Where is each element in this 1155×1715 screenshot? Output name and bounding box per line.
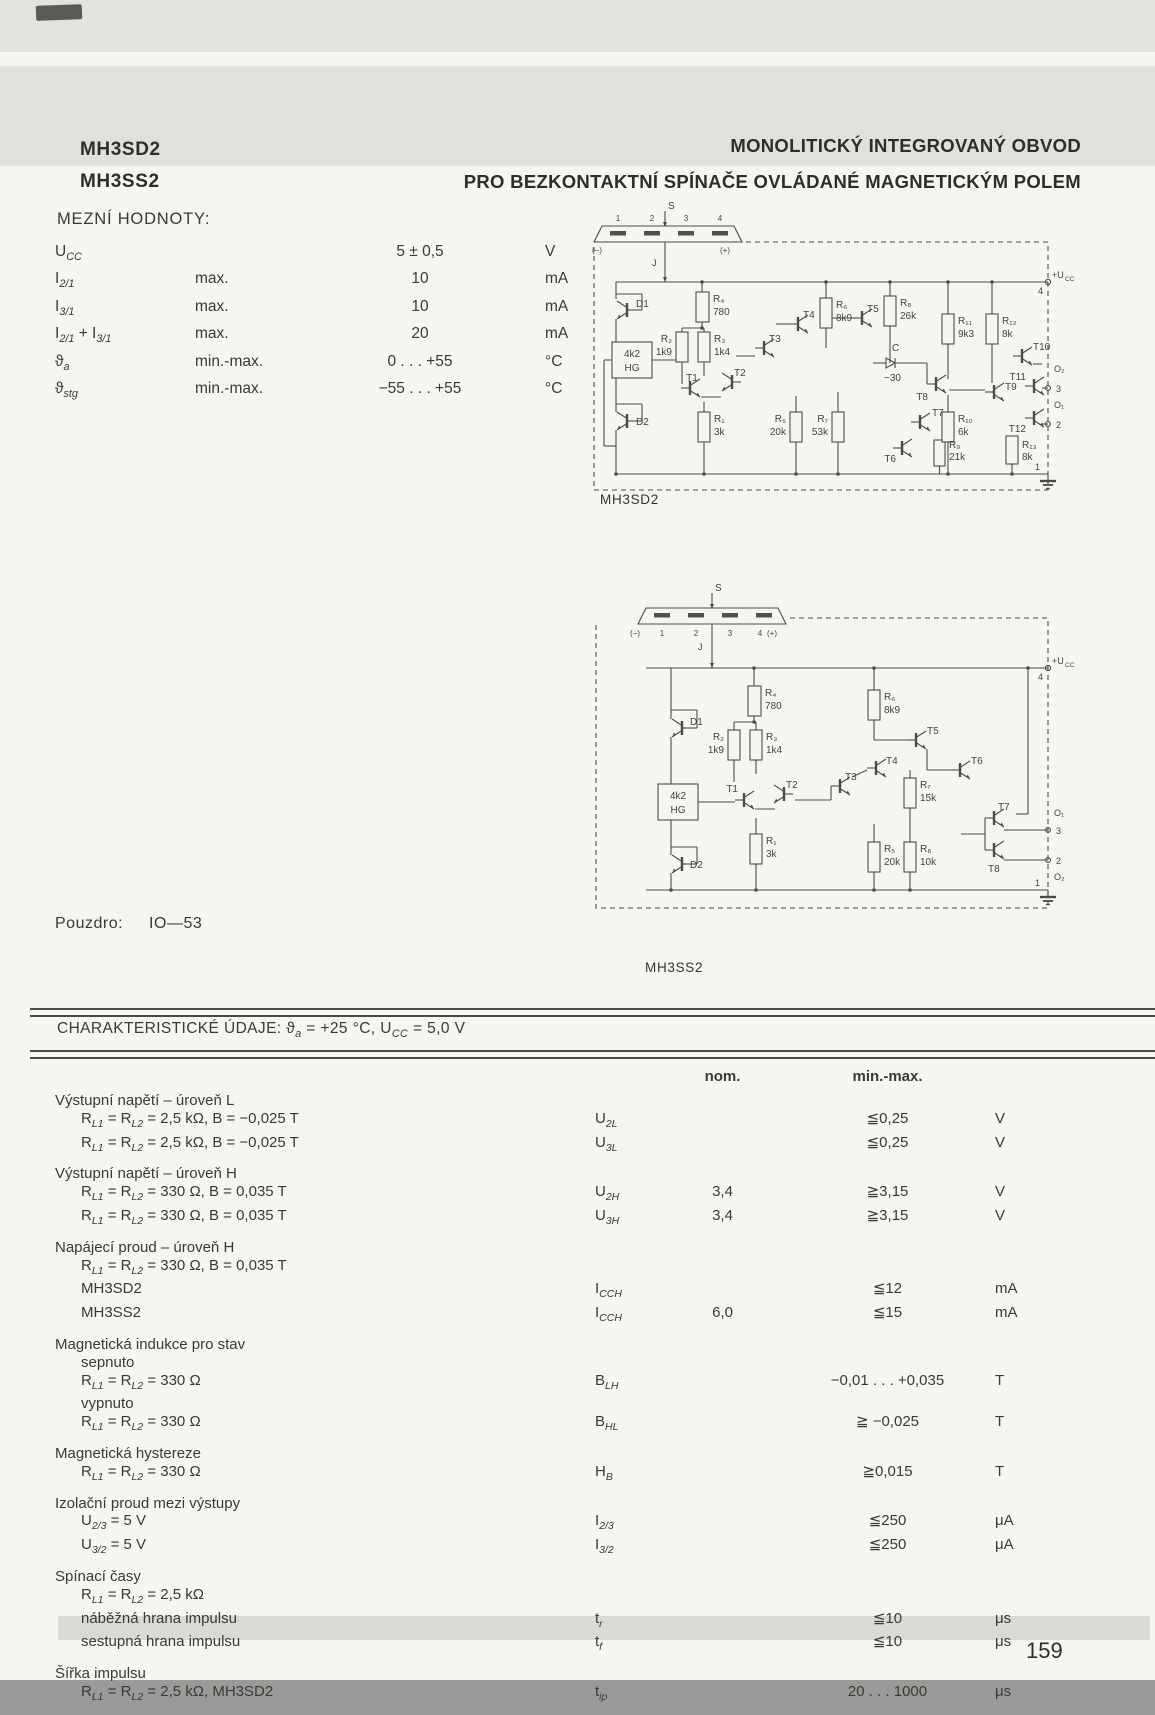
- resistor-label: R₈: [920, 844, 932, 855]
- package-value: IO—53: [149, 915, 203, 932]
- transistor-label: T1: [686, 373, 698, 384]
- characteristics-table: [55, 1092, 1055, 1715]
- char-row: [55, 1207, 1055, 1231]
- char-minmax: ≧ −0,025: [855, 1413, 920, 1431]
- resistor-value: 8k: [1022, 452, 1033, 463]
- hall-generator-label: 4k2: [669, 791, 687, 802]
- vcc-sub-label: CC: [1065, 662, 1075, 669]
- limit-symbol: $ϑ_{stg}$: [55, 379, 78, 401]
- char-symbol: $U_{2H}$: [595, 1183, 620, 1204]
- char-symbol: $B_{HL}$: [595, 1413, 619, 1434]
- transistor-label: T4: [803, 310, 815, 321]
- page-title: [464, 128, 1081, 200]
- transistor-label: T2: [734, 368, 746, 379]
- column-header-nom: nom.: [704, 1068, 741, 1085]
- resistor-value: 8k: [1002, 329, 1013, 340]
- resistor-r6: [820, 298, 832, 328]
- limit-symbol: $I_{2/1} + I_{3/1}$: [55, 325, 112, 346]
- char-unit: T: [995, 1413, 1005, 1431]
- table-rule-top: [30, 1008, 1155, 1017]
- transistor-t7-symbol: [911, 413, 930, 431]
- resistor-r9: [934, 440, 945, 466]
- transistor-d2-symbol: [617, 412, 636, 430]
- resistor-label: R₂: [712, 732, 724, 743]
- char-condition: $R_{L1} = R_{L2} = 330$ Ω, B = 0,035 T: [81, 1206, 287, 1227]
- transistor-label: T8: [988, 864, 1000, 875]
- char-condition: $R_{L1} = R_{L2} = 330$ Ω: [81, 1413, 201, 1434]
- char-row: [55, 1536, 1055, 1560]
- figure-caption: MH3SS2: [645, 960, 704, 975]
- char-unit: mA: [995, 1280, 1018, 1298]
- transistor-label: D2: [636, 417, 649, 428]
- transistor-d1-symbol: [617, 301, 636, 319]
- char-unit: μs: [995, 1633, 1012, 1651]
- resistor-r4: [696, 292, 709, 322]
- limits-section-title: MEZNÍ HODNOTY:: [57, 210, 211, 228]
- capac itor-value: ~30: [884, 373, 901, 384]
- output-pin-label: 2: [1056, 856, 1062, 866]
- resistor-label: R₃: [714, 334, 726, 345]
- char-symbol: $I_{CCH}$: [595, 1304, 622, 1325]
- char-row: [55, 1134, 1055, 1158]
- transistor-t10-symbol: [1013, 347, 1032, 365]
- char-condition: náběžná hrana impulsu: [81, 1609, 237, 1627]
- pin-label: 4: [717, 214, 723, 223]
- char-condition: $R_{L1} = R_{L2} = 2,5$ kΩ, B = −0,025 T: [81, 1133, 299, 1154]
- transistor-label: D1: [636, 299, 649, 310]
- resistor-label: R₁: [714, 414, 725, 425]
- pin-label: 3: [683, 214, 689, 223]
- transistor-t9-symbol: [985, 383, 1004, 401]
- resistor-label: R₅: [884, 844, 896, 855]
- transistor-t8-symbol: [985, 841, 1004, 859]
- char-condition: $U_{2/3} = 5$ V: [81, 1512, 147, 1533]
- limit-value: 10: [411, 270, 429, 288]
- vcc-pin-label: 4: [1038, 672, 1044, 682]
- char-nom: 3,4: [712, 1183, 733, 1201]
- resistor-r11: [942, 314, 954, 344]
- plus-label: (+): [767, 629, 777, 638]
- transistor-d2-symbol: [672, 855, 691, 873]
- capacitor-label: C: [892, 343, 900, 354]
- transistor-label: T1: [726, 784, 738, 795]
- limit-unit: °C: [545, 379, 563, 397]
- resistor-r8: [904, 842, 916, 872]
- part-number-1: MH3SD2: [80, 139, 161, 160]
- resistor-r2: [728, 730, 740, 760]
- resistor-value: 10k: [920, 857, 937, 868]
- vcc-pin-label: 4: [1038, 286, 1044, 296]
- char-group-heading: Napájecí proud – úroveň H: [55, 1238, 235, 1256]
- magnet-s-label: S: [715, 583, 722, 594]
- title-line-1: MONOLITICKÝ INTEGROVANÝ OBVOD: [730, 135, 1081, 156]
- resistor-value: 21k: [949, 452, 966, 463]
- char-minmax: ≦10: [872, 1633, 903, 1651]
- characteristics-header-row: [55, 1068, 1055, 1086]
- transistor-label: T5: [927, 726, 939, 737]
- resistor-value: 3k: [766, 849, 777, 860]
- char-minmax: ≦0,25: [866, 1133, 909, 1151]
- char-unit: μs: [995, 1682, 1012, 1700]
- limit-value: 5 ± 0,5: [396, 243, 444, 260]
- transistor-t11-symbol: [1025, 377, 1044, 395]
- limit-row: [55, 298, 595, 325]
- char-row: [55, 1183, 1055, 1207]
- resistor-label: R₁₁: [958, 316, 972, 327]
- schematic-mh3sd2: [586, 196, 1078, 503]
- char-condition: $R_{L1} = R_{L2} = 2,5$ kΩ, B = −0,025 T: [81, 1109, 299, 1130]
- resistor-value: 15k: [920, 793, 937, 804]
- char-minmax: ≦0,25: [866, 1109, 909, 1127]
- limit-row: [55, 353, 595, 380]
- transistor-t8-symbol: [927, 375, 946, 393]
- pin-label: 1: [659, 629, 665, 638]
- char-group: [55, 1665, 1055, 1707]
- limit-condition: max.: [195, 270, 229, 288]
- resistor-label: R₁₂: [1002, 316, 1017, 327]
- char-unit: mA: [995, 1304, 1018, 1322]
- resistor-r4: [748, 686, 761, 716]
- char-group: [55, 1495, 1055, 1560]
- char-row: [55, 1372, 1055, 1396]
- resistor-value: 1k9: [655, 347, 672, 358]
- transistor-label: T8: [916, 392, 928, 403]
- char-condition: $R_{L1} = R_{L2} = 2,5$ kΩ, MH3SD2: [81, 1682, 274, 1703]
- char-row: [55, 1395, 1055, 1413]
- resistor-value: 53k: [811, 427, 828, 438]
- transistor-label: T11: [1009, 372, 1026, 383]
- char-symbol: $U_{3L}$: [595, 1133, 618, 1154]
- resistor-value: 780: [765, 701, 782, 712]
- char-group-heading: Magnetická indukce pro stav: [55, 1335, 246, 1353]
- char-group: [55, 1165, 1055, 1230]
- limit-value: 10: [411, 297, 429, 315]
- char-group: [55, 1445, 1055, 1487]
- resistor-r2: [676, 332, 688, 362]
- vcc-label: +U: [1052, 656, 1064, 666]
- transistor-label: T2: [786, 780, 798, 791]
- char-row: [55, 1633, 1055, 1657]
- resistor-r5: [790, 412, 802, 442]
- char-minmax: ≦250: [868, 1512, 907, 1530]
- vcc-label: +U: [1052, 270, 1064, 280]
- transistor-label: T7: [932, 408, 944, 419]
- char-unit: V: [995, 1133, 1006, 1151]
- char-symbol: $U_{2L}$: [595, 1109, 618, 1130]
- char-symbol: $I_{3/2}$: [595, 1536, 614, 1557]
- char-minmax: ≧0,015: [862, 1462, 913, 1480]
- char-unit: V: [995, 1206, 1006, 1224]
- transistor-t12-symbol: [1025, 409, 1044, 427]
- char-minmax: ≦15: [872, 1304, 903, 1322]
- resistor-r3: [698, 332, 710, 362]
- transistor-label: T6: [971, 756, 983, 767]
- resistor-value: 3k: [714, 427, 725, 438]
- resistor-value: 9k3: [958, 329, 975, 340]
- char-symbol: $t_{ip}$: [595, 1682, 608, 1703]
- transistor-label: T12: [1008, 424, 1026, 435]
- char-row: [55, 1110, 1055, 1134]
- column-header-minmax: min.-max.: [852, 1068, 923, 1085]
- char-group: [55, 1239, 1055, 1328]
- resistor-r13: [1006, 436, 1018, 464]
- limit-symbol: $I_{2/1}$: [55, 270, 75, 291]
- scan-smudge: [36, 4, 82, 21]
- transistor-label: D2: [690, 860, 703, 871]
- pin-label: 4: [757, 629, 763, 638]
- char-row: [55, 1463, 1055, 1487]
- resistor-value: 8k9: [836, 313, 853, 324]
- figure-caption: MH3SD2: [600, 492, 659, 507]
- transistor-label: D1: [690, 717, 703, 728]
- resistor-label: R₇: [920, 780, 931, 791]
- transistor-label: T10: [1033, 342, 1051, 353]
- transistor-d1-symbol: [672, 719, 691, 737]
- resistor-label: R₁₀: [958, 414, 973, 425]
- resistor-value: 26k: [900, 311, 917, 322]
- char-condition: $U_{3/2} = 5$ V: [81, 1536, 147, 1557]
- resistor-r8: [884, 296, 896, 326]
- char-group: [55, 1568, 1055, 1657]
- char-row: [55, 1354, 1055, 1372]
- resistor-label: R₆: [836, 300, 848, 311]
- char-symbol: $t_f$: [595, 1633, 603, 1654]
- transistor-label: T4: [886, 756, 898, 767]
- vcc-sub-label: CC: [1065, 276, 1075, 283]
- hall-generator-label: 4k2: [623, 349, 641, 360]
- resistor-r7: [904, 778, 916, 808]
- char-symbol: $I_{CCH}$: [595, 1280, 622, 1301]
- limit-row: [55, 243, 595, 270]
- char-unit: T: [995, 1462, 1005, 1480]
- resistor-value: 780: [713, 307, 730, 318]
- schematic-mh3sd2-svg: [586, 196, 1078, 498]
- limit-unit: mA: [545, 297, 569, 315]
- char-row: [55, 1413, 1055, 1437]
- j-label: J: [698, 642, 703, 652]
- plus-label: (+): [720, 246, 730, 255]
- resistor-label: R₅: [774, 414, 786, 425]
- output-label: O₁: [1054, 400, 1065, 410]
- resistor-label: R₁: [766, 836, 777, 847]
- char-row: [55, 1586, 1055, 1610]
- resistor-value: 1k9: [707, 745, 724, 756]
- hall-generator-label: HG: [670, 805, 686, 816]
- circuit-wires: [596, 593, 1056, 908]
- limit-value: 0 . . . +55: [387, 352, 453, 370]
- char-symbol: $B_{LH}$: [595, 1371, 619, 1392]
- resistor-label: R₉: [949, 440, 961, 451]
- pin-label: 3: [727, 629, 733, 638]
- char-minmax: ≦12: [872, 1280, 903, 1298]
- transistor-label: T3: [845, 772, 857, 783]
- char-unit: V: [995, 1183, 1006, 1201]
- char-unit: μs: [995, 1609, 1012, 1627]
- char-condition: $R_{L1} = R_{L2} = 330$ Ω, B = 0,035 T: [81, 1183, 287, 1204]
- limit-row: [55, 380, 595, 407]
- char-condition: MH3SD2: [81, 1280, 142, 1298]
- resistor-r10: [942, 412, 954, 442]
- resistor-value: 1k4: [714, 347, 731, 358]
- limit-condition: max.: [195, 325, 229, 343]
- resistor-value: 20k: [884, 857, 901, 868]
- scan-band-top: [0, 0, 1155, 52]
- char-group: [55, 1092, 1055, 1157]
- char-group-heading: Šířka impulsu: [55, 1665, 146, 1683]
- transistor-label: T9: [1005, 382, 1017, 393]
- pin-label: 2: [649, 214, 655, 223]
- limit-row: [55, 270, 595, 297]
- limit-symbol: $ϑ_a$: [55, 352, 70, 373]
- char-group: [55, 1336, 1055, 1437]
- resistor-value: 6k: [958, 427, 969, 438]
- package-info: [55, 915, 228, 933]
- resistor-r5: [868, 842, 880, 872]
- page-number: 159: [1026, 1638, 1063, 1663]
- resistor-label: R₈: [900, 298, 912, 309]
- resistor-r3: [750, 730, 762, 760]
- schematic-mh3ss2-svg: [586, 578, 1078, 918]
- resistor-r12: [986, 314, 998, 344]
- output-pin-label: 3: [1056, 826, 1062, 836]
- char-group-heading: Spínací časy: [55, 1567, 141, 1585]
- transistor-t5-symbol: [907, 731, 926, 749]
- char-unit: μA: [995, 1536, 1014, 1554]
- package-label: Pouzdro:: [55, 915, 124, 932]
- transistor-label: T7: [998, 802, 1010, 813]
- limit-unit: mA: [545, 270, 569, 288]
- transistor-label: T6: [884, 454, 896, 465]
- char-row: [55, 1280, 1055, 1304]
- char-condition: $R_{L1} = R_{L2} = 2,5$ kΩ: [81, 1585, 204, 1606]
- resistor-value: 1k4: [766, 745, 783, 756]
- char-group-heading: Izolační proud mezi výstupy: [55, 1494, 241, 1512]
- resistor-value: 20k: [769, 427, 786, 438]
- transistor-t4-symbol: [867, 759, 886, 777]
- char-condition: sestupná hrana impulsu: [81, 1633, 241, 1651]
- limit-condition: max.: [195, 297, 229, 315]
- gnd-pin-label: 1: [1035, 462, 1041, 472]
- char-minmax: ≧3,15: [866, 1206, 909, 1224]
- output-label: O₁: [1054, 808, 1065, 818]
- output-pin-label: 2: [1056, 420, 1062, 430]
- char-condition: $R_{L1} = R_{L2} = 330$ Ω, B = 0,035 T: [81, 1256, 287, 1277]
- limit-unit: mA: [545, 325, 569, 343]
- char-condition: vypnuto: [81, 1395, 134, 1413]
- char-symbol: $t_r$: [595, 1609, 603, 1630]
- hall-generator-label: HG: [624, 363, 640, 374]
- part-numbers: [80, 134, 161, 198]
- char-group-heading: Výstupní napětí – úroveň H: [55, 1165, 237, 1183]
- limit-unit: V: [545, 243, 556, 260]
- gnd-pin-label: 1: [1035, 878, 1041, 888]
- char-minmax: ≧3,15: [866, 1183, 909, 1201]
- char-minmax: 20 . . . 1000: [847, 1682, 928, 1700]
- limit-value: 20: [411, 325, 429, 343]
- output-pin-label: 3: [1056, 384, 1062, 394]
- char-row: [55, 1512, 1055, 1536]
- char-group-heading: Magnetická hystereze: [55, 1444, 201, 1462]
- char-minmax: −0,01 . . . +0,035: [830, 1371, 945, 1389]
- resistor-label: R₄: [713, 294, 725, 305]
- resistor-label: R₃: [766, 732, 778, 743]
- char-symbol: $H_B$: [595, 1462, 613, 1483]
- char-condition: $R_{L1} = R_{L2} = 330$ Ω: [81, 1462, 201, 1483]
- transistor-label: T5: [867, 304, 879, 315]
- package-outline: [594, 226, 742, 242]
- char-nom: 3,4: [712, 1206, 733, 1224]
- resistor-label: R₆: [884, 692, 896, 703]
- limit-condition: min.-max.: [195, 379, 264, 397]
- char-row: [55, 1683, 1055, 1707]
- resistor-value: 8k9: [884, 705, 901, 716]
- limit-unit: °C: [545, 352, 563, 370]
- char-unit: μA: [995, 1512, 1014, 1530]
- resistor-r1: [750, 834, 762, 864]
- pin-label: 1: [615, 214, 621, 223]
- char-condition: MH3SS2: [81, 1304, 142, 1322]
- resistor-label: R₂: [660, 334, 672, 345]
- char-nom: 6,0: [712, 1304, 733, 1322]
- limit-value: −55 . . . +55: [378, 379, 462, 397]
- magnet-s-label: S: [668, 201, 675, 212]
- char-minmax: ≦250: [868, 1536, 907, 1554]
- char-unit: V: [995, 1109, 1006, 1127]
- output-label: O₂: [1054, 364, 1065, 374]
- char-unit: T: [995, 1371, 1005, 1389]
- char-row: [55, 1257, 1055, 1281]
- title-line-2: PRO BEZKONTAKTNÍ SPÍNAČE OVLÁDANÉ MAGNETICKÝM POLEM: [463, 171, 1081, 192]
- table-rule-bottom: [30, 1050, 1155, 1059]
- char-condition: sepnuto: [81, 1353, 135, 1371]
- char-minmax: ≦10: [872, 1609, 903, 1627]
- part-number-2: MH3SS2: [80, 171, 160, 192]
- characteristics-title: CHARAKTERISTICKÉ ÚDAJE: $ϑ_a = +25$ °C, $U_{CC} = 5,0$ V: [57, 1020, 466, 1041]
- resistor-r6: [868, 690, 880, 720]
- limit-row: [55, 325, 595, 352]
- j-label: J: [652, 258, 657, 268]
- char-symbol: $U_{3H}$: [595, 1206, 620, 1227]
- transistor-t6-symbol: [951, 761, 970, 779]
- char-row: [55, 1304, 1055, 1328]
- limit-symbol: $I_{3/1}$: [55, 297, 75, 318]
- limit-symbol: $U_{CC}$: [55, 243, 82, 264]
- schematic-mh3ss2: [586, 578, 1078, 923]
- limits-table: [55, 243, 595, 407]
- char-symbol: $I_{2/3}$: [595, 1512, 614, 1533]
- resistor-label: R₇: [817, 414, 828, 425]
- char-group-heading: Výstupní napětí – úroveň L: [55, 1092, 235, 1109]
- output-label: O₂: [1054, 872, 1065, 882]
- transistor-label: T3: [769, 334, 781, 345]
- minus-label: (−): [592, 246, 602, 255]
- pin-label: 2: [693, 629, 699, 638]
- char-row: [55, 1610, 1055, 1634]
- char-condition: $R_{L1} = R_{L2} = 330$ Ω: [81, 1371, 201, 1392]
- resistor-label: R₄: [765, 688, 777, 699]
- resistor-r7: [832, 412, 844, 442]
- minus-label: (−): [630, 629, 640, 638]
- package-outline: [638, 608, 786, 624]
- limit-condition: min.-max.: [195, 352, 264, 370]
- resistor-label: R₁₃: [1022, 440, 1037, 451]
- resistor-r1: [698, 412, 710, 442]
